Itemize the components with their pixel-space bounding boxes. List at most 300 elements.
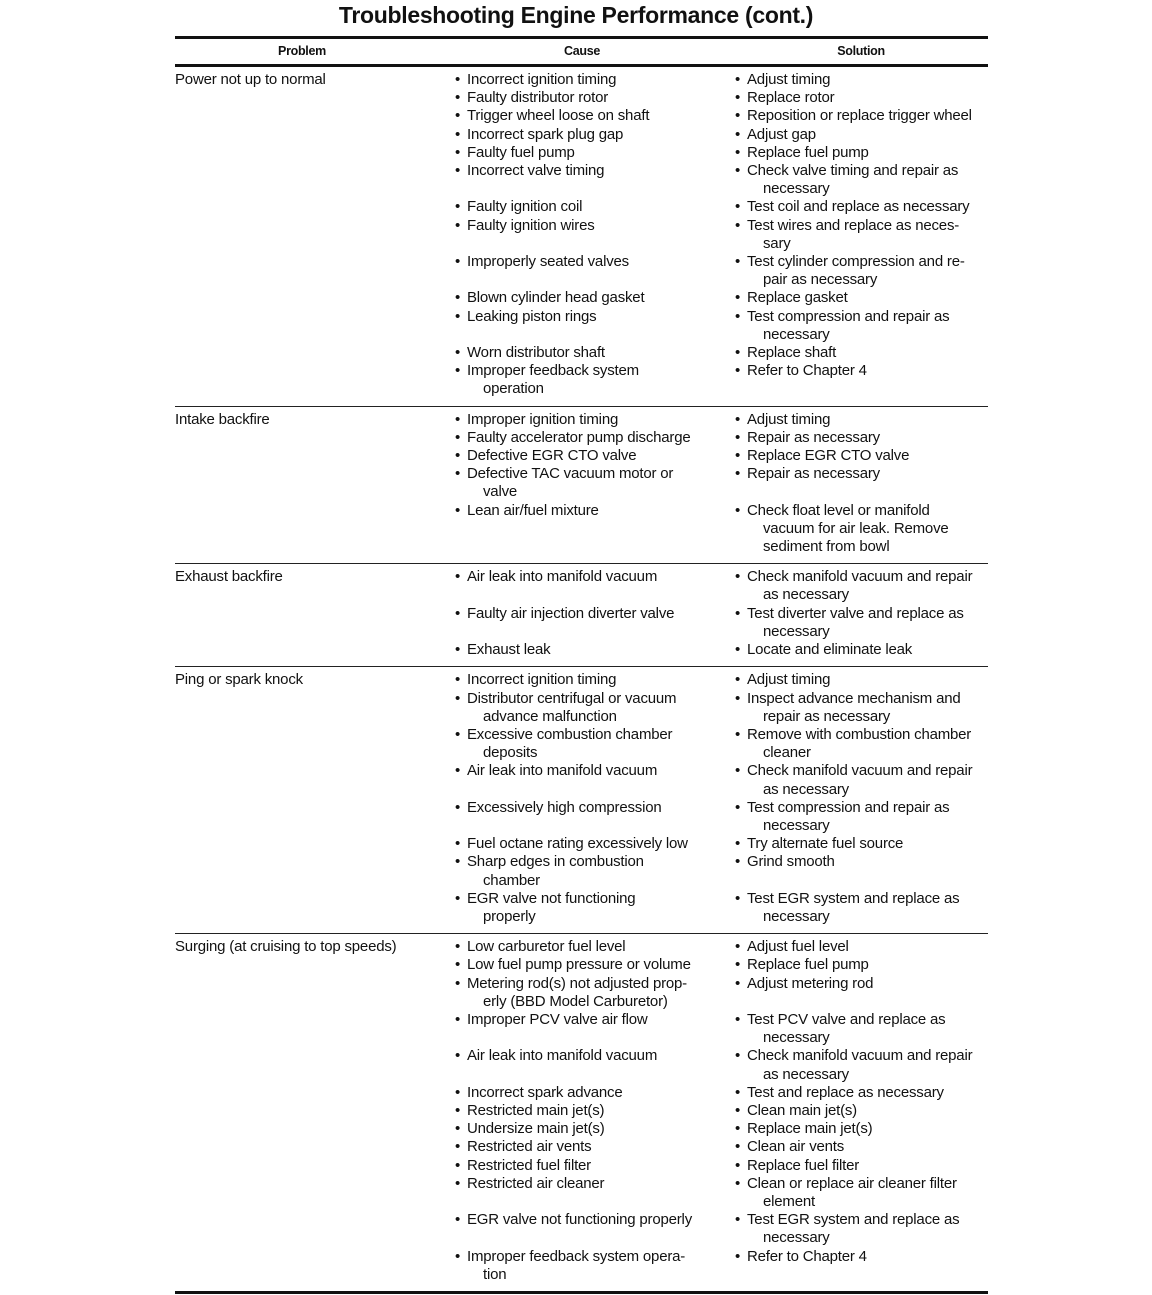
bullet-icon: •: [455, 162, 461, 180]
cause-solution-item: [175, 217, 988, 253]
solution-line: [735, 217, 988, 235]
cause-line: [455, 308, 735, 326]
bullet-icon: •: [455, 853, 461, 871]
solution-line: [735, 126, 988, 144]
cause-solution-item: [175, 89, 988, 107]
cause-solution-item: [175, 1120, 988, 1138]
bullet-icon: •: [735, 1120, 741, 1138]
cause-text: Leaking piston rings: [467, 307, 597, 325]
bullet-icon: •: [455, 689, 461, 707]
cause-cell: [455, 568, 735, 604]
bullet-icon: •: [735, 853, 741, 871]
cause-line: [455, 502, 735, 520]
bullet-icon: •: [735, 89, 741, 107]
cause-text: Incorrect valve timing: [467, 162, 605, 180]
bullet-icon: •: [455, 604, 461, 622]
solution-line: [735, 568, 988, 586]
cause-solution-item: [175, 1248, 988, 1284]
solution-cell: [735, 605, 988, 641]
bullet-icon: •: [455, 447, 461, 465]
bullet-icon: •: [455, 216, 461, 234]
solution-text: Grind smooth: [747, 853, 835, 871]
cause-text: Air leak into manifold vacuum: [467, 762, 658, 780]
solution-text: as necessary: [763, 586, 849, 604]
cause-line: [455, 71, 735, 89]
bullet-icon: •: [455, 289, 461, 307]
cause-line: [455, 938, 735, 956]
cause-solution-item: [175, 890, 988, 926]
solution-line: [735, 890, 988, 908]
solution-cell: [735, 1211, 988, 1247]
cause-cell: [455, 429, 735, 447]
cause-line: [455, 744, 735, 762]
bullet-icon: •: [735, 253, 741, 271]
cause-cell: [455, 71, 735, 89]
solution-text: Adjust timing: [747, 71, 831, 88]
bullet-icon: •: [455, 835, 461, 853]
cause-text: EGR valve not functioning: [467, 889, 636, 907]
cause-cell: [455, 890, 735, 926]
cause-text: advance malfunction: [483, 707, 617, 725]
cause-text: Defective TAC vacuum motor or: [467, 465, 674, 483]
solution-text: Reposition or replace trigger wheel: [747, 107, 972, 125]
bullet-icon: •: [735, 216, 741, 234]
solution-line: [735, 1248, 988, 1266]
solution-line: [735, 520, 988, 538]
cause-solution-item: [175, 362, 988, 398]
bullet-icon: •: [735, 107, 741, 125]
bullet-icon: •: [735, 198, 741, 216]
solution-line: [735, 1229, 988, 1247]
solution-line: [735, 817, 988, 835]
solution-line: [735, 271, 988, 289]
bullet-icon: •: [735, 1174, 741, 1192]
solution-line: [735, 1193, 988, 1211]
solution-cell: [735, 289, 988, 307]
solution-text: Replace EGR CTO valve: [747, 447, 910, 465]
solution-text: as necessary: [763, 1065, 849, 1083]
bullet-icon: •: [455, 344, 461, 362]
cause-line: [455, 483, 735, 501]
solution-line: [735, 502, 988, 520]
bullet-icon: •: [455, 1101, 461, 1119]
cause-solution-item: [175, 853, 988, 889]
solution-cell: [735, 671, 988, 689]
solution-cell: [735, 126, 988, 144]
cause-text: Low carburetor fuel level: [467, 938, 626, 956]
cause-text: Improper feedback system opera-: [467, 1247, 686, 1265]
solution-text: pair as necessary: [763, 271, 878, 289]
solution-text: Test compression and repair as: [747, 307, 950, 325]
solution-line: [735, 289, 988, 307]
cause-cell: [455, 344, 735, 362]
solution-line: [735, 781, 988, 799]
cause-text: Improper PCV valve air flow: [467, 1010, 648, 1028]
cause-line: [455, 568, 735, 586]
table-row: [175, 67, 988, 407]
solution-text: Test cylinder compression and re-: [747, 253, 965, 271]
cause-cell: [455, 1120, 735, 1138]
cause-line: [455, 690, 735, 708]
solution-cell: [735, 1102, 988, 1120]
cause-cell: [455, 671, 735, 689]
cause-cell: [455, 956, 735, 974]
solution-cell: [735, 198, 988, 216]
solution-line: [735, 107, 988, 125]
solution-text: Refer to Chapter 4: [747, 1247, 867, 1265]
solution-text: necessary: [763, 816, 830, 834]
bullet-icon: •: [735, 410, 741, 428]
solution-line: [735, 641, 988, 659]
bullet-icon: •: [735, 1101, 741, 1119]
cause-solution-item: [175, 1102, 988, 1120]
solution-text: Replace gasket: [747, 289, 848, 307]
cause-cell: [455, 447, 735, 465]
cause-solution-item: [175, 289, 988, 307]
solution-text: cleaner: [763, 744, 811, 762]
cause-cell: [455, 362, 735, 398]
solution-text: Test EGR system and replace as: [747, 889, 960, 907]
bullet-icon: •: [735, 1247, 741, 1265]
bullet-icon: •: [735, 501, 741, 519]
solution-text: necessary: [763, 325, 830, 343]
solution-text: sary: [763, 234, 791, 252]
cause-line: [455, 671, 735, 689]
solution-text: Replace fuel filter: [747, 1156, 860, 1174]
solution-line: [735, 799, 988, 817]
solution-text: Adjust fuel level: [747, 938, 849, 956]
cause-cell: [455, 1084, 735, 1102]
bullet-icon: •: [735, 1211, 741, 1229]
bullet-icon: •: [735, 125, 741, 143]
cause-text: erly (BBD Model Carburetor): [483, 992, 668, 1010]
solution-cell: [735, 447, 988, 465]
cause-text: Faulty distributor rotor: [467, 89, 609, 107]
cause-text: Sharp edges in combustion: [467, 853, 644, 871]
cause-solution-item: [175, 1011, 988, 1047]
cause-solution-item: [175, 447, 988, 465]
bullet-icon: •: [455, 1120, 461, 1138]
bullet-icon: •: [455, 362, 461, 380]
cause-line: [455, 956, 735, 974]
bullet-icon: •: [735, 689, 741, 707]
solution-text: Inspect advance mechanism and: [747, 689, 961, 707]
bullet-icon: •: [455, 125, 461, 143]
cause-cell: [455, 308, 735, 344]
cause-solution-item: [175, 411, 988, 429]
cause-text: Lean air/fuel mixture: [467, 501, 599, 519]
cause-text: Restricted air cleaner: [467, 1174, 605, 1192]
cause-line: [455, 605, 735, 623]
cause-solution-item: [175, 762, 988, 798]
solution-text: necessary: [763, 622, 830, 640]
solution-line: [735, 326, 988, 344]
bullet-icon: •: [455, 1211, 461, 1229]
solution-text: Test PCV valve and replace as: [747, 1010, 946, 1028]
cause-cell: [455, 107, 735, 125]
cause-text: properly: [483, 907, 536, 925]
bullet-icon: •: [735, 1010, 741, 1028]
cause-line: [455, 890, 735, 908]
cause-cell: [455, 217, 735, 253]
cause-cell: [455, 1138, 735, 1156]
cause-solution-item: [175, 641, 988, 659]
solution-line: [735, 1102, 988, 1120]
cause-line: [455, 1138, 735, 1156]
solution-line: [735, 344, 988, 362]
solution-cell: [735, 217, 988, 253]
solution-cell: [735, 890, 988, 926]
cause-text: Air leak into manifold vacuum: [467, 568, 658, 586]
cause-solution-item: [175, 956, 988, 974]
bullet-icon: •: [455, 1047, 461, 1065]
cause-text: Blown cylinder head gasket: [467, 289, 645, 307]
bullet-icon: •: [455, 253, 461, 271]
cause-text: Low fuel pump pressure or volume: [467, 956, 691, 974]
solution-line: [735, 708, 988, 726]
cause-line: [455, 465, 735, 483]
solution-text: Check float level or manifold: [747, 501, 930, 519]
cause-line: [455, 344, 735, 362]
cause-text: Restricted air vents: [467, 1138, 592, 1156]
bullet-icon: •: [455, 974, 461, 992]
troubleshooting-table: [175, 36, 988, 1294]
solution-cell: [735, 938, 988, 956]
solution-text: Replace fuel pump: [747, 956, 869, 974]
bullet-icon: •: [735, 447, 741, 465]
cause-line: [455, 162, 735, 180]
cause-solution-item: [175, 1084, 988, 1102]
solution-text: vacuum for air leak. Remove: [763, 519, 949, 537]
solution-line: [735, 144, 988, 162]
solution-line: [735, 71, 988, 89]
bullet-icon: •: [455, 956, 461, 974]
cause-solution-item: [175, 198, 988, 216]
cause-text: Faulty ignition wires: [467, 216, 595, 234]
cause-line: [455, 726, 735, 744]
solution-line: [735, 671, 988, 689]
bullet-icon: •: [455, 143, 461, 161]
cause-text: Faulty ignition coil: [467, 198, 583, 216]
cause-line: [455, 1211, 735, 1229]
solution-line: [735, 1211, 988, 1229]
header-problem: Problem: [278, 44, 326, 58]
bullet-icon: •: [455, 107, 461, 125]
solution-line: [735, 975, 988, 993]
solution-line: [735, 853, 988, 871]
header-solution: Solution: [837, 44, 885, 58]
solution-text: as necessary: [763, 780, 849, 798]
cause-cell: [455, 1211, 735, 1247]
solution-text: Remove with combustion chamber: [747, 725, 972, 743]
bullet-icon: •: [735, 798, 741, 816]
cause-line: [455, 1157, 735, 1175]
solution-line: [735, 89, 988, 107]
bullet-icon: •: [455, 1174, 461, 1192]
solution-line: [735, 1175, 988, 1193]
bullet-icon: •: [455, 671, 461, 689]
solution-line: [735, 726, 988, 744]
table-header: [175, 36, 988, 67]
cause-line: [455, 708, 735, 726]
bullet-icon: •: [735, 671, 741, 689]
cause-text: Faulty fuel pump: [467, 143, 575, 161]
cause-solution-item: [175, 429, 988, 447]
cause-text: Restricted fuel filter: [467, 1156, 591, 1174]
bullet-icon: •: [735, 1083, 741, 1101]
table-body: [175, 67, 988, 1294]
bullet-icon: •: [455, 307, 461, 325]
cause-solution-item: [175, 502, 988, 557]
cause-text: Excessively high compression: [467, 798, 662, 816]
solution-text: Test EGR system and replace as: [747, 1211, 960, 1229]
header-cause: Cause: [563, 44, 601, 58]
problem-cell: Surging (at cruising to top speeds): [175, 938, 397, 956]
solution-text: necessary: [763, 1029, 830, 1047]
cause-cell: [455, 502, 735, 557]
solution-line: [735, 1047, 988, 1065]
solution-line: [735, 690, 988, 708]
problem-cell: Intake backfire: [175, 410, 270, 428]
solution-cell: [735, 835, 988, 853]
solution-line: [735, 605, 988, 623]
cause-cell: [455, 253, 735, 289]
solution-line: [735, 198, 988, 216]
cause-cell: [455, 690, 735, 726]
bullet-icon: •: [735, 1156, 741, 1174]
solution-text: Check manifold vacuum and repair: [747, 1047, 973, 1065]
cause-line: [455, 144, 735, 162]
solution-cell: [735, 411, 988, 429]
cause-solution-item: [175, 162, 988, 198]
cause-line: [455, 1011, 735, 1029]
solution-line: [735, 1029, 988, 1047]
bullet-icon: •: [455, 501, 461, 519]
bullet-icon: •: [455, 641, 461, 659]
cause-text: Air leak into manifold vacuum: [467, 1047, 658, 1065]
cause-line: [455, 872, 735, 890]
cause-cell: [455, 1011, 735, 1047]
cause-line: [455, 362, 735, 380]
bullet-icon: •: [455, 198, 461, 216]
cause-line: [455, 1175, 735, 1193]
cause-line: [455, 429, 735, 447]
solution-cell: [735, 1175, 988, 1211]
solution-cell: [735, 641, 988, 659]
cause-line: [455, 975, 735, 993]
cause-line: [455, 993, 735, 1011]
bullet-icon: •: [735, 762, 741, 780]
solution-text: necessary: [763, 180, 830, 198]
cause-solution-item: [175, 1211, 988, 1247]
solution-cell: [735, 344, 988, 362]
bullet-icon: •: [455, 762, 461, 780]
cause-cell: [455, 89, 735, 107]
solution-line: [735, 1084, 988, 1102]
bullet-icon: •: [735, 889, 741, 907]
cause-solution-item: [175, 835, 988, 853]
cause-cell: [455, 762, 735, 798]
cause-cell: [455, 465, 735, 501]
cause-solution-item: [175, 975, 988, 1011]
solution-line: [735, 447, 988, 465]
solution-text: Test diverter valve and replace as: [747, 604, 964, 622]
bullet-icon: •: [735, 465, 741, 483]
solution-text: Adjust timing: [747, 410, 831, 428]
solution-cell: [735, 362, 988, 398]
solution-text: Replace fuel pump: [747, 143, 869, 161]
bullet-icon: •: [735, 835, 741, 853]
cause-text: Incorrect spark advance: [467, 1083, 623, 1101]
solution-text: Repair as necessary: [747, 465, 880, 483]
bullet-icon: •: [735, 428, 741, 446]
solution-text: Clean main jet(s): [747, 1101, 857, 1119]
bullet-icon: •: [735, 974, 741, 992]
cause-text: Improper ignition timing: [467, 410, 619, 428]
cause-line: [455, 198, 735, 216]
cause-solution-item: [175, 344, 988, 362]
solution-text: Adjust timing: [747, 671, 831, 689]
bullet-icon: •: [735, 289, 741, 307]
solution-cell: [735, 308, 988, 344]
cause-cell: [455, 975, 735, 1011]
bullet-icon: •: [455, 568, 461, 586]
solution-cell: [735, 568, 988, 604]
cause-line: [455, 447, 735, 465]
cause-solution-item: [175, 726, 988, 762]
cause-cell: [455, 799, 735, 835]
cause-text: Faulty accelerator pump discharge: [467, 428, 691, 446]
cause-text: Worn distributor shaft: [467, 344, 605, 362]
cause-cell: [455, 1157, 735, 1175]
cause-cell: [455, 411, 735, 429]
cause-line: [455, 908, 735, 926]
solution-cell: [735, 162, 988, 198]
solution-line: [735, 1138, 988, 1156]
solution-text: Replace shaft: [747, 344, 837, 362]
cause-text: deposits: [483, 744, 538, 762]
solution-line: [735, 1157, 988, 1175]
cause-text: Faulty air injection diverter valve: [467, 604, 675, 622]
cause-solution-item: [175, 308, 988, 344]
cause-solution-item: [175, 1157, 988, 1175]
solution-line: [735, 744, 988, 762]
solution-cell: [735, 465, 988, 501]
cause-solution-item: [175, 1175, 988, 1211]
problem-cell: Power not up to normal: [175, 71, 326, 88]
solution-cell: [735, 1138, 988, 1156]
solution-line: [735, 586, 988, 604]
solution-line: [735, 623, 988, 641]
solution-line: [735, 908, 988, 926]
problem-cell: Exhaust backfire: [175, 568, 283, 586]
solution-cell: [735, 726, 988, 762]
cause-text: Fuel octane rating excessively low: [467, 835, 688, 853]
bullet-icon: •: [455, 428, 461, 446]
solution-text: necessary: [763, 1229, 830, 1247]
cause-text: Incorrect ignition timing: [467, 671, 617, 689]
cause-text: Distributor centrifugal or vacuum: [467, 689, 677, 707]
solution-cell: [735, 107, 988, 125]
solution-line: [735, 762, 988, 780]
cause-cell: [455, 1175, 735, 1211]
solution-line: [735, 538, 988, 556]
cause-solution-item: [175, 107, 988, 125]
solution-line: [735, 253, 988, 271]
cause-line: [455, 1102, 735, 1120]
solution-line: [735, 938, 988, 956]
solution-cell: [735, 690, 988, 726]
